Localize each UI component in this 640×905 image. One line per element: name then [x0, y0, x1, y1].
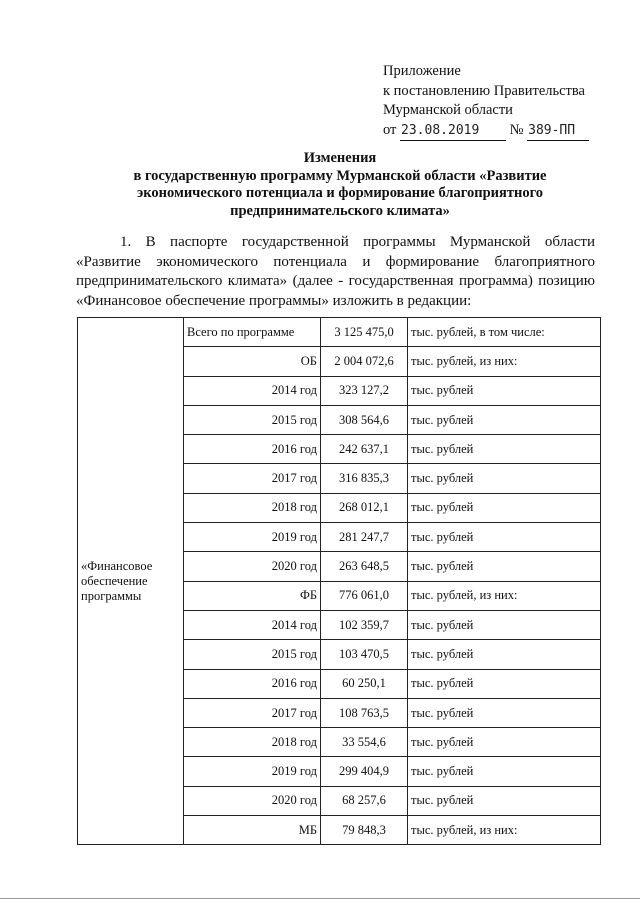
- appendix-number-sign: №: [509, 121, 524, 138]
- appendix-line-2: к постановлению Правительства: [383, 82, 585, 99]
- title-line-3: экономического потенциала и формирование благоприятного: [136, 185, 544, 201]
- row-unit: тыс. рублей: [408, 464, 601, 493]
- row-unit: тыс. рублей: [408, 376, 601, 405]
- row-label: 2014 год: [184, 610, 321, 639]
- row-label: 2014 год: [184, 376, 321, 405]
- row-unit: тыс. рублей: [408, 552, 601, 581]
- document-title: [60, 150, 620, 220]
- row-value: 108 763,5: [321, 698, 408, 727]
- row-unit: тыс. рублей: [408, 669, 601, 698]
- appendix-line-1: Приложение: [383, 63, 461, 79]
- appendix-date-line: [383, 121, 589, 142]
- row-unit: тыс. рублей: [408, 698, 601, 727]
- page-bottom-divider: [0, 898, 640, 899]
- row-unit: тыс. рублей, в том числе:: [408, 318, 601, 347]
- row-label: 2017 год: [184, 698, 321, 727]
- financing-table: [77, 317, 601, 845]
- row-value: 316 835,3: [321, 464, 408, 493]
- financing-label-cell: «Финансовое обеспечение программы: [78, 318, 184, 845]
- paragraph-1: 1. В паспорте государственной программы Мурманской области «Развитие экономического потенциала и формирование благоприятного предпринимательского климата» (далее - государственная программа) позицию «Финансовое обеспечение программы» изложить в редакции:: [76, 234, 595, 309]
- row-value: 299 404,9: [321, 757, 408, 786]
- financing-table-body: [78, 318, 601, 845]
- row-unit: тыс. рублей: [408, 640, 601, 669]
- row-unit: тыс. рублей, из них:: [408, 581, 601, 610]
- row-value: 103 470,5: [321, 640, 408, 669]
- title-line-4: предпринимательского климата»: [230, 202, 450, 219]
- row-value: 2 004 072,6: [321, 347, 408, 376]
- row-value: 33 554,6: [321, 728, 408, 757]
- row-unit: тыс. рублей: [408, 786, 601, 815]
- row-label: Всего по программе: [184, 318, 321, 347]
- appendix-date: 23.08.2019: [400, 121, 506, 142]
- row-value: 263 648,5: [321, 552, 408, 581]
- row-value: 308 564,6: [321, 405, 408, 434]
- row-label: ОБ: [184, 347, 321, 376]
- title-line-1: Изменения: [303, 150, 377, 166]
- row-label: 2020 год: [184, 552, 321, 581]
- row-unit: тыс. рублей: [408, 523, 601, 552]
- row-label: 2017 год: [184, 464, 321, 493]
- row-label: 2015 год: [184, 640, 321, 669]
- row-label: 2018 год: [184, 493, 321, 522]
- row-unit: тыс. рублей: [408, 493, 601, 522]
- row-label: 2018 год: [184, 728, 321, 757]
- row-label: 2016 год: [184, 435, 321, 464]
- row-label: ФБ: [184, 581, 321, 610]
- table-row: [78, 318, 601, 347]
- row-label: 2015 год: [184, 405, 321, 434]
- row-value: 102 359,7: [321, 610, 408, 639]
- appendix-line-3: Мурманской области: [383, 102, 513, 118]
- row-value: 776 061,0: [321, 581, 408, 610]
- row-unit: тыс. рублей: [408, 435, 601, 464]
- row-label: 2019 год: [184, 757, 321, 786]
- row-value: 79 848,3: [321, 816, 408, 845]
- row-unit: тыс. рублей: [408, 728, 601, 757]
- title-line-2: в государственную программу Мурманской области «Развитие: [133, 167, 547, 184]
- row-unit: тыс. рублей: [408, 757, 601, 786]
- row-value: 323 127,2: [321, 376, 408, 405]
- row-unit: тыс. рублей: [408, 610, 601, 639]
- row-label: 2016 год: [184, 669, 321, 698]
- row-value: 268 012,1: [321, 493, 408, 522]
- appendix-block: [383, 62, 589, 141]
- row-value: 281 247,7: [321, 523, 408, 552]
- row-value: 3 125 475,0: [321, 318, 408, 347]
- row-value: 68 257,6: [321, 786, 408, 815]
- row-label: МБ: [184, 816, 321, 845]
- row-unit: тыс. рублей: [408, 405, 601, 434]
- appendix-from: от: [383, 121, 397, 138]
- row-label: 2020 год: [184, 786, 321, 815]
- row-value: 60 250,1: [321, 669, 408, 698]
- row-value: 242 637,1: [321, 435, 408, 464]
- row-label: 2019 год: [184, 523, 321, 552]
- row-unit: тыс. рублей, из них:: [408, 816, 601, 845]
- row-unit: тыс. рублей, из них:: [408, 347, 601, 376]
- appendix-number: 389-ПП: [527, 121, 589, 142]
